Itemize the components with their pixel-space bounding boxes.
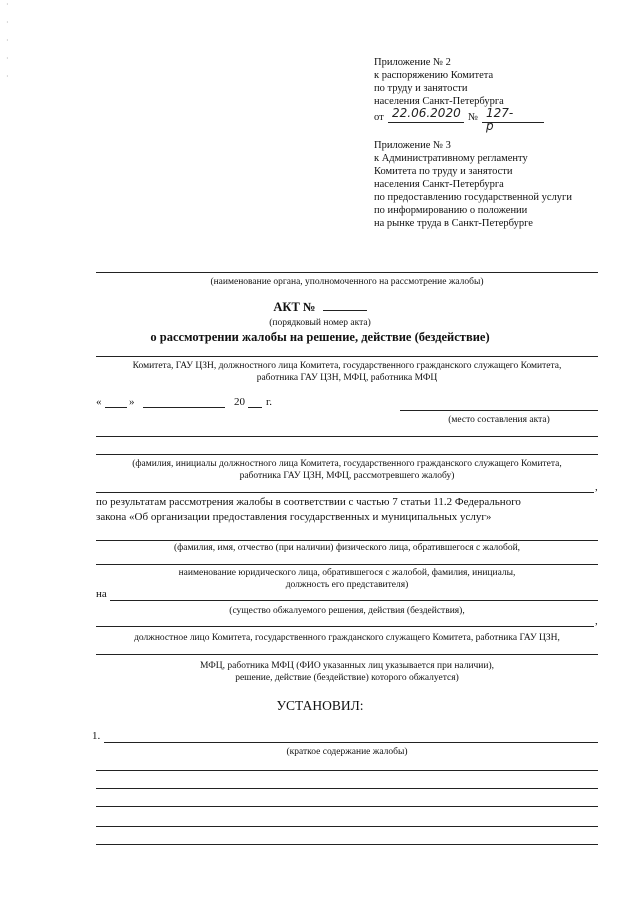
appendix-3-block bbox=[374, 139, 572, 230]
official-line-1 bbox=[96, 436, 598, 437]
margin-marks: · · · · · bbox=[6, 0, 9, 81]
official-line-3 bbox=[96, 492, 594, 493]
appendix-3-line: по информированию о положении bbox=[374, 205, 528, 216]
place-caption: (место составления акта) bbox=[448, 415, 550, 425]
appendix-3-line: Комитета по труду и занятости bbox=[374, 166, 513, 177]
summary-line-6 bbox=[96, 844, 598, 845]
comma: , bbox=[595, 481, 598, 493]
subject-caption-2: работника ГАУ ЦЗН, МФЦ, работника МФЦ bbox=[256, 373, 438, 383]
official-line-2 bbox=[96, 454, 598, 455]
date-close-quote: » bbox=[129, 396, 135, 408]
summary-line-1 bbox=[104, 742, 598, 743]
organ-name-line bbox=[96, 272, 598, 273]
essence-caption: (существо обжалуемого решения, действия (бездействия), bbox=[229, 606, 465, 616]
established-heading: УСТАНОВИЛ: bbox=[276, 698, 364, 713]
summary-line-2 bbox=[96, 770, 598, 771]
summary-caption: (краткое содержание жалобы) bbox=[286, 747, 408, 757]
number-label: № bbox=[468, 112, 479, 123]
handwritten-date: 22.06.2020 bbox=[392, 106, 461, 120]
item-number: 1. bbox=[92, 730, 101, 742]
handwritten-number: 127-р bbox=[486, 106, 514, 133]
summary-line-4 bbox=[96, 806, 598, 807]
year-blank bbox=[248, 407, 262, 408]
official-caption-2: работника ГАУ ЦЗН, МФЦ, рассмотревшего жалобу) bbox=[239, 471, 455, 481]
result-line-1: по результатам рассмотрения жалобы в соответствии с частью 7 статьи 11.2 Федерального bbox=[96, 496, 521, 508]
legal-caption-1: наименование юридического лица, обратившегося с жалобой, фамилия, инициалы, bbox=[178, 568, 516, 578]
person-line bbox=[96, 540, 598, 541]
who-caption-2: МФЦ, работника МФЦ (ФИО указанных лиц указывается при наличии), bbox=[199, 661, 495, 671]
appendix-3-line: населения Санкт-Петербурга bbox=[374, 179, 504, 190]
on-label: на bbox=[96, 588, 107, 600]
year-suffix: г. bbox=[266, 396, 273, 408]
subject-caption-1: Комитета, ГАУ ЦЗН, должностного лица Комитета, государственного гражданского служащего Комитета, bbox=[132, 361, 562, 371]
appendix-3-line: Приложение № 3 bbox=[374, 140, 451, 151]
appendix-2-block bbox=[374, 56, 514, 133]
who-line-1 bbox=[96, 626, 594, 627]
appendix-2-line: населения Санкт-Петербурга bbox=[374, 96, 504, 107]
appendix-3-line: на рынке труда в Санкт-Петербурге bbox=[374, 218, 533, 229]
comma: , bbox=[595, 615, 598, 627]
act-date-row bbox=[96, 396, 326, 412]
organ-name-caption: (наименование органа, уполномоченного на рассмотрение жалобы) bbox=[210, 277, 484, 287]
person-caption: (фамилия, имя, отчество (при наличии) физического лица, обратившегося с жалобой, bbox=[173, 543, 521, 553]
appendix-2-line: к распоряжению Комитета bbox=[374, 70, 494, 81]
day-blank bbox=[105, 407, 127, 408]
date-underline bbox=[388, 122, 464, 123]
result-line-2: закона «Об организации предоставления государственных и муниципальных услуг» bbox=[96, 511, 492, 523]
appendix-3-line: по предоставлению государственной услуги bbox=[374, 192, 572, 203]
appendix-2-date-row bbox=[374, 106, 514, 133]
number-underline bbox=[482, 122, 544, 123]
act-number-caption: (порядковый номер акта) bbox=[269, 318, 371, 328]
summary-line-3 bbox=[96, 788, 598, 789]
subject-line bbox=[96, 356, 598, 357]
summary-line-5 bbox=[96, 826, 598, 827]
official-caption-1: (фамилия, инициалы должностного лица Комитета, государственного гражданского служащего Комитета, bbox=[132, 459, 562, 469]
who-caption-3: решение, действие (бездействие) которого обжалуется) bbox=[235, 673, 459, 683]
appendix-2-line: Приложение № 2 bbox=[374, 57, 451, 68]
appendix-2-line: по труду и занятости bbox=[374, 83, 468, 94]
legal-caption-2: должность его представителя) bbox=[285, 580, 409, 590]
act-title-row bbox=[0, 300, 640, 315]
from-label: от bbox=[374, 112, 384, 123]
who-line-2 bbox=[96, 654, 598, 655]
act-number-blank bbox=[323, 300, 367, 311]
act-subtitle: о рассмотрении жалобы на решение, действие (бездействие) bbox=[150, 330, 490, 344]
place-line bbox=[400, 410, 598, 411]
result-paragraph bbox=[96, 495, 606, 525]
legal-line bbox=[96, 564, 598, 565]
year-prefix: 20 bbox=[234, 396, 245, 408]
act-title: АКТ № bbox=[273, 300, 316, 314]
essence-line bbox=[110, 600, 598, 601]
who-caption-1: должностное лицо Комитета, государственного гражданского служащего Комитета, работника ГАУ ЦЗН, bbox=[134, 633, 560, 643]
appendix-3-line: к Административному регламенту bbox=[374, 153, 528, 164]
date-open-quote: « bbox=[96, 396, 102, 408]
month-blank bbox=[143, 407, 225, 408]
